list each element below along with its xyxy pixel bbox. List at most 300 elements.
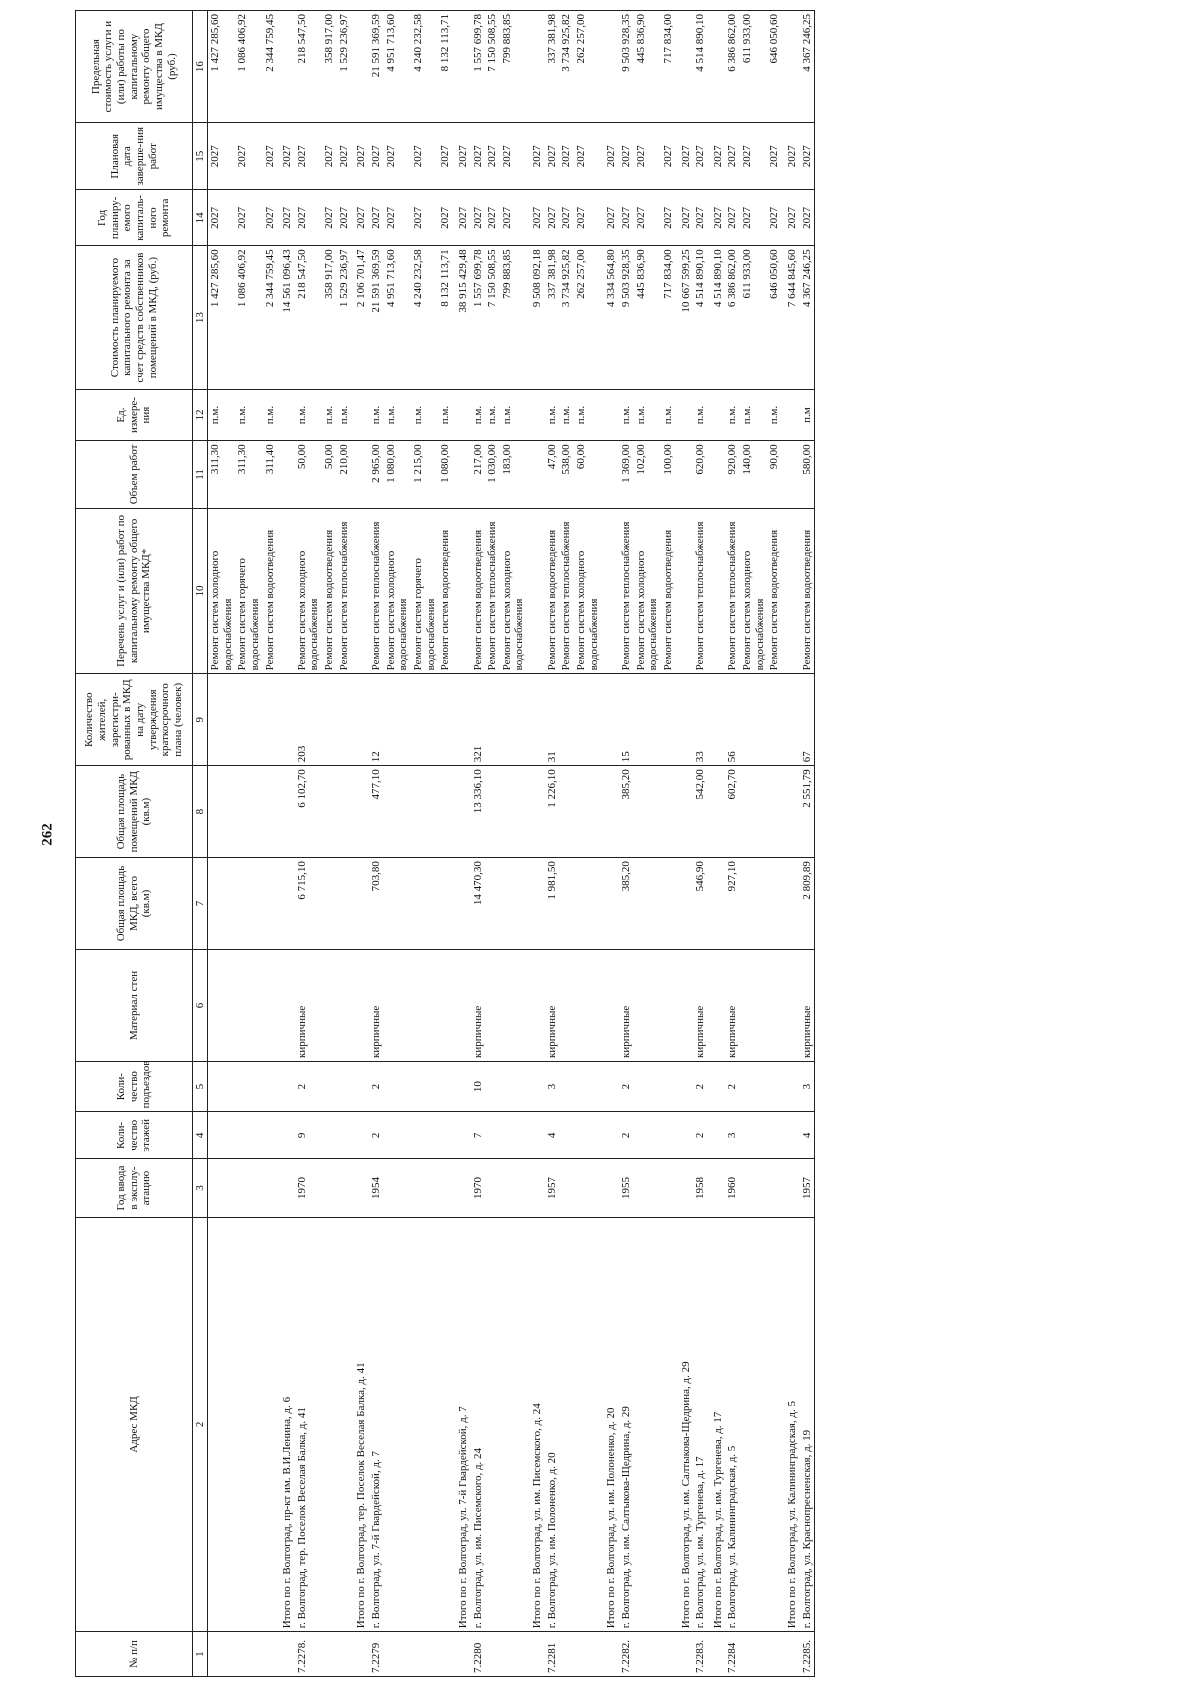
cell-col-3 bbox=[235, 1159, 262, 1217]
cell-col-11: 1 080,00 bbox=[438, 441, 453, 508]
cell-col-15: 2027 bbox=[322, 123, 337, 190]
cell-col-8 bbox=[527, 766, 545, 858]
cell-col-3 bbox=[277, 1159, 295, 1217]
cell-col-15: 2027 bbox=[485, 123, 500, 190]
cell-col-5: 3 bbox=[800, 1061, 815, 1111]
cell-col-14: 2027 bbox=[322, 190, 337, 246]
cell-col-14: 2027 bbox=[235, 190, 262, 246]
cell-col-1 bbox=[559, 1632, 574, 1677]
cell-col-16: 445 836,90 bbox=[634, 11, 661, 123]
cell-col-1 bbox=[235, 1632, 262, 1677]
cell-col-11: 1 030,00 bbox=[485, 441, 500, 508]
cell-col-6 bbox=[559, 949, 574, 1061]
table-row bbox=[574, 11, 601, 1677]
cell-col-13: 1 529 236,97 bbox=[337, 246, 352, 389]
cell-col-9 bbox=[208, 674, 236, 766]
cell-col-10: Ремонт систем теплоснабжения bbox=[369, 508, 384, 674]
cell-col-10: Ремонт систем теплоснабжения bbox=[619, 508, 634, 674]
cell-col-14: 2027 bbox=[708, 190, 726, 246]
cell-col-1: 7.2279 bbox=[369, 1632, 384, 1677]
cell-col-7 bbox=[337, 858, 352, 950]
cell-col-2 bbox=[574, 1217, 601, 1632]
cell-col-3 bbox=[740, 1159, 767, 1217]
cell-col-15: 2027 bbox=[800, 123, 815, 190]
cell-col-15: 2027 bbox=[619, 123, 634, 190]
cell-col-5 bbox=[485, 1061, 500, 1111]
table-row bbox=[235, 11, 262, 1677]
total-row bbox=[676, 11, 694, 1677]
cell-col-15: 2027 bbox=[676, 123, 694, 190]
cell-col-1: 7.2282. bbox=[619, 1632, 634, 1677]
cell-col-16: 8 132 113,71 bbox=[438, 11, 453, 123]
cell-col-13: 10 667 599,25 bbox=[676, 246, 694, 389]
cell-col-13: 611 933,00 bbox=[740, 246, 767, 389]
cell-col-2 bbox=[438, 1217, 453, 1632]
column-header-9: Количество жителей, зарегистри-рованных в МКД на дату утверждения краткосрочного плана (человек) bbox=[76, 674, 193, 766]
cell-col-11: 47,00 bbox=[545, 441, 560, 508]
cell-col-7 bbox=[277, 858, 295, 950]
cell-col-5: 2 bbox=[295, 1061, 322, 1111]
cell-col-16: 611 933,00 bbox=[740, 11, 767, 123]
cell-col-8 bbox=[263, 766, 278, 858]
table-row bbox=[337, 11, 352, 1677]
cell-col-7: 927,10 bbox=[725, 858, 740, 950]
table-body bbox=[208, 11, 815, 1677]
cell-col-3 bbox=[767, 1159, 782, 1217]
cell-col-4: 2 bbox=[619, 1112, 634, 1159]
cell-col-14: 2027 bbox=[545, 190, 560, 246]
cell-col-8 bbox=[676, 766, 694, 858]
cell-col-14: 2027 bbox=[574, 190, 601, 246]
cell-col-8 bbox=[500, 766, 527, 858]
column-header-11: Объем работ bbox=[76, 441, 193, 508]
cell-col-14: 2027 bbox=[208, 190, 236, 246]
cell-col-7 bbox=[384, 858, 411, 950]
cell-col-2: г. Волгоград, ул. им. Писемского, д. 24 bbox=[471, 1217, 486, 1632]
cell-col-6: кирпичные bbox=[693, 949, 708, 1061]
cell-col-5 bbox=[634, 1061, 661, 1111]
table-header bbox=[76, 11, 208, 1677]
table-row bbox=[559, 11, 574, 1677]
cell-col-12: п.м. bbox=[619, 389, 634, 441]
total-row bbox=[351, 11, 369, 1677]
cell-col-14: 2027 bbox=[411, 190, 438, 246]
cell-col-7 bbox=[527, 858, 545, 950]
cell-col-10: Ремонт систем холодного водоснабжения bbox=[740, 508, 767, 674]
cell-col-8: 542,00 bbox=[693, 766, 708, 858]
cell-col-10: Ремонт систем холодного водоснабжения bbox=[500, 508, 527, 674]
cell-col-11: 620,00 bbox=[693, 441, 708, 508]
cell-col-14: 2027 bbox=[277, 190, 295, 246]
column-number-11: 11 bbox=[193, 441, 208, 508]
cell-col-13: 8 132 113,71 bbox=[438, 246, 453, 389]
cell-col-4 bbox=[351, 1112, 369, 1159]
cell-col-4 bbox=[527, 1112, 545, 1159]
cell-col-7 bbox=[767, 858, 782, 950]
column-header-16: Предельная стоимость услуги и (или) работы по капитальному ремонту общего имущества в МКД (руб.) bbox=[76, 11, 193, 123]
cell-col-1 bbox=[337, 1632, 352, 1677]
cell-col-3 bbox=[322, 1159, 337, 1217]
cell-col-6 bbox=[485, 949, 500, 1061]
cell-col-15: 2027 bbox=[351, 123, 369, 190]
cell-col-2: Итого по г. Волгоград, ул. им. Писемского, д. 24 bbox=[527, 1217, 545, 1632]
cell-col-5 bbox=[235, 1061, 262, 1111]
cell-col-11: 100,00 bbox=[661, 441, 676, 508]
cell-col-1 bbox=[574, 1632, 601, 1677]
cell-col-3: 1957 bbox=[800, 1159, 815, 1217]
cell-col-3 bbox=[634, 1159, 661, 1217]
cell-col-2 bbox=[337, 1217, 352, 1632]
cell-col-2 bbox=[235, 1217, 262, 1632]
column-header-1: № п/п bbox=[76, 1632, 193, 1677]
table-row bbox=[471, 11, 486, 1677]
cell-col-4 bbox=[708, 1112, 726, 1159]
column-header-8: Общая площадь помещений МКД (кв.м) bbox=[76, 766, 193, 858]
cell-col-9 bbox=[322, 674, 337, 766]
cell-col-11 bbox=[708, 441, 726, 508]
cell-col-3 bbox=[208, 1159, 236, 1217]
cell-col-15: 2027 bbox=[782, 123, 800, 190]
cell-col-15: 2027 bbox=[295, 123, 322, 190]
table-row bbox=[485, 11, 500, 1677]
cell-col-11: 210,00 bbox=[337, 441, 352, 508]
cell-col-11 bbox=[782, 441, 800, 508]
cell-col-12: п.м. bbox=[500, 389, 527, 441]
cell-col-16 bbox=[453, 11, 471, 123]
cell-col-8 bbox=[574, 766, 601, 858]
cell-col-8 bbox=[485, 766, 500, 858]
cell-col-11: 50,00 bbox=[322, 441, 337, 508]
cell-col-14: 2027 bbox=[800, 190, 815, 246]
column-number-10: 10 bbox=[193, 508, 208, 674]
cell-col-9: 321 bbox=[471, 674, 486, 766]
cell-col-3: 1954 bbox=[369, 1159, 384, 1217]
column-header-15: Плановая дата заверше-ния работ bbox=[76, 123, 193, 190]
column-header-4: Коли-чество этажей bbox=[76, 1112, 193, 1159]
cell-col-16 bbox=[676, 11, 694, 123]
column-number-6: 6 bbox=[193, 949, 208, 1061]
table-row bbox=[263, 11, 278, 1677]
cell-col-10: Ремонт систем горячего водоснабжения bbox=[411, 508, 438, 674]
cell-col-4 bbox=[661, 1112, 676, 1159]
cell-col-5 bbox=[277, 1061, 295, 1111]
page-number: 262 bbox=[39, 823, 56, 846]
cell-col-13: 3 734 925,82 bbox=[559, 246, 574, 389]
cell-col-12: п.м bbox=[800, 389, 815, 441]
cell-col-10: Ремонт систем горячего водоснабжения bbox=[235, 508, 262, 674]
cell-col-5 bbox=[322, 1061, 337, 1111]
cell-col-9 bbox=[601, 674, 619, 766]
cell-col-9 bbox=[559, 674, 574, 766]
cell-col-12 bbox=[782, 389, 800, 441]
cell-col-3 bbox=[438, 1159, 453, 1217]
cell-col-15: 2027 bbox=[277, 123, 295, 190]
cell-col-8 bbox=[634, 766, 661, 858]
cell-col-13: 7 644 845,60 bbox=[782, 246, 800, 389]
cell-col-14: 2027 bbox=[619, 190, 634, 246]
cell-col-7: 6 715,10 bbox=[295, 858, 322, 950]
cell-col-5: 2 bbox=[693, 1061, 708, 1111]
cell-col-6 bbox=[453, 949, 471, 1061]
cell-col-1 bbox=[661, 1632, 676, 1677]
cell-col-7: 385,20 bbox=[619, 858, 634, 950]
cell-col-3: 1970 bbox=[471, 1159, 486, 1217]
cell-col-9 bbox=[438, 674, 453, 766]
cell-col-1 bbox=[411, 1632, 438, 1677]
cell-col-13: 4 240 232,58 bbox=[411, 246, 438, 389]
cell-col-1: 7.2281 bbox=[545, 1632, 560, 1677]
cell-col-9 bbox=[263, 674, 278, 766]
cell-col-5 bbox=[782, 1061, 800, 1111]
cell-col-1: 7.2278. bbox=[295, 1632, 322, 1677]
cell-col-9 bbox=[527, 674, 545, 766]
cell-col-12 bbox=[601, 389, 619, 441]
cell-col-14: 2027 bbox=[295, 190, 322, 246]
cell-col-13: 4 951 713,60 bbox=[384, 246, 411, 389]
cell-col-15: 2027 bbox=[438, 123, 453, 190]
cell-col-10: Ремонт систем холодного водоснабжения bbox=[634, 508, 661, 674]
cell-col-8 bbox=[277, 766, 295, 858]
cell-col-10 bbox=[601, 508, 619, 674]
cell-col-8 bbox=[411, 766, 438, 858]
total-row bbox=[453, 11, 471, 1677]
cell-col-11: 1 369,00 bbox=[619, 441, 634, 508]
cell-col-8: 6 102,70 bbox=[295, 766, 322, 858]
cell-col-2: Итого по г. Волгоград, ул. 7-й Гвардейской, д. 7 bbox=[453, 1217, 471, 1632]
cell-col-16: 1 427 285,60 bbox=[208, 11, 236, 123]
cell-col-14: 2027 bbox=[263, 190, 278, 246]
cell-col-9 bbox=[485, 674, 500, 766]
cell-col-11: 1 080,00 bbox=[384, 441, 411, 508]
cell-col-9 bbox=[384, 674, 411, 766]
cell-col-15: 2027 bbox=[767, 123, 782, 190]
cell-col-4: 7 bbox=[471, 1112, 486, 1159]
cell-col-9 bbox=[453, 674, 471, 766]
cell-col-10 bbox=[527, 508, 545, 674]
cell-col-2: Итого по г. Волгоград, тер. Поселок Веселая Балка, д. 41 bbox=[351, 1217, 369, 1632]
cell-col-8: 602,70 bbox=[725, 766, 740, 858]
cell-col-3 bbox=[411, 1159, 438, 1217]
cell-col-7 bbox=[322, 858, 337, 950]
cell-col-13: 262 257,00 bbox=[574, 246, 601, 389]
cell-col-13: 7 150 508,55 bbox=[485, 246, 500, 389]
cell-col-1: 7.2285. bbox=[800, 1632, 815, 1677]
cell-col-2: г. Волгоград, ул. Калининградская, д. 5 bbox=[725, 1217, 740, 1632]
cell-col-14: 2027 bbox=[337, 190, 352, 246]
cell-col-15: 2027 bbox=[411, 123, 438, 190]
cell-col-10: Ремонт систем теплоснабжения bbox=[725, 508, 740, 674]
cell-col-11: 60,00 bbox=[574, 441, 601, 508]
cell-col-11: 1 215,00 bbox=[411, 441, 438, 508]
cell-col-12: п.м. bbox=[725, 389, 740, 441]
cell-col-5: 3 bbox=[545, 1061, 560, 1111]
cell-col-10 bbox=[782, 508, 800, 674]
cell-col-7 bbox=[708, 858, 726, 950]
cell-col-3 bbox=[485, 1159, 500, 1217]
cell-col-7 bbox=[661, 858, 676, 950]
cell-col-5 bbox=[453, 1061, 471, 1111]
cell-col-12: п.м. bbox=[322, 389, 337, 441]
cell-col-13: 2 344 759,45 bbox=[263, 246, 278, 389]
cell-col-1 bbox=[485, 1632, 500, 1677]
cell-col-5 bbox=[208, 1061, 236, 1111]
cell-col-9: 67 bbox=[800, 674, 815, 766]
cell-col-12: п.м. bbox=[438, 389, 453, 441]
cell-col-1 bbox=[263, 1632, 278, 1677]
table-row bbox=[619, 11, 634, 1677]
column-number-14: 14 bbox=[193, 190, 208, 246]
cell-col-6: кирпичные bbox=[800, 949, 815, 1061]
table-row bbox=[411, 11, 438, 1677]
cell-col-8 bbox=[337, 766, 352, 858]
cell-col-8: 1 226,10 bbox=[545, 766, 560, 858]
cell-col-16 bbox=[351, 11, 369, 123]
cell-col-6 bbox=[767, 949, 782, 1061]
cell-col-9: 15 bbox=[619, 674, 634, 766]
cell-col-2: г. Волгоград, тер. Поселок Веселая Балка, д. 41 bbox=[295, 1217, 322, 1632]
cell-col-8 bbox=[559, 766, 574, 858]
cell-col-4 bbox=[322, 1112, 337, 1159]
cell-col-11 bbox=[277, 441, 295, 508]
cell-col-2 bbox=[634, 1217, 661, 1632]
cell-col-6 bbox=[634, 949, 661, 1061]
cell-col-2 bbox=[767, 1217, 782, 1632]
cell-col-5 bbox=[384, 1061, 411, 1111]
cell-col-6 bbox=[782, 949, 800, 1061]
cell-col-10: Ремонт систем холодного водоснабжения bbox=[295, 508, 322, 674]
cell-col-7 bbox=[351, 858, 369, 950]
cell-col-11: 102,00 bbox=[634, 441, 661, 508]
cell-col-13: 6 386 862,00 bbox=[725, 246, 740, 389]
cell-col-1 bbox=[782, 1632, 800, 1677]
cell-col-12: п.м. bbox=[545, 389, 560, 441]
cell-col-13: 4 514 890,10 bbox=[708, 246, 726, 389]
cell-col-15: 2027 bbox=[661, 123, 676, 190]
cell-col-15: 2027 bbox=[208, 123, 236, 190]
cell-col-12: п.м. bbox=[485, 389, 500, 441]
cell-col-2: Итого по г. Волгоград, ул. им. Тургенева, д. 17 bbox=[708, 1217, 726, 1632]
cell-col-5 bbox=[601, 1061, 619, 1111]
cell-col-11: 50,00 bbox=[295, 441, 322, 508]
cell-col-15: 2027 bbox=[601, 123, 619, 190]
cell-col-2: г. Волгоград, ул. им. Салтыкова-Щедрина, д. 29 bbox=[619, 1217, 634, 1632]
cell-col-9 bbox=[676, 674, 694, 766]
cell-col-7 bbox=[411, 858, 438, 950]
cell-col-7 bbox=[634, 858, 661, 950]
cell-col-13: 9 503 928,35 bbox=[619, 246, 634, 389]
cell-col-1: 7.2284 bbox=[725, 1632, 740, 1677]
cell-col-16: 1 557 699,78 bbox=[471, 11, 486, 123]
cell-col-9: 203 bbox=[295, 674, 322, 766]
cell-col-3 bbox=[559, 1159, 574, 1217]
cell-col-14: 2027 bbox=[471, 190, 486, 246]
cell-col-10: Ремонт систем холодного водоснабжения bbox=[384, 508, 411, 674]
cell-col-7 bbox=[740, 858, 767, 950]
cell-col-2: Итого по г. Волгоград, ул. им. Полоненко, д. 20 bbox=[601, 1217, 619, 1632]
cell-col-13: 717 834,00 bbox=[661, 246, 676, 389]
cell-col-3 bbox=[661, 1159, 676, 1217]
cell-col-3: 1958 bbox=[693, 1159, 708, 1217]
cell-col-4 bbox=[601, 1112, 619, 1159]
cell-col-4 bbox=[574, 1112, 601, 1159]
cell-col-9 bbox=[767, 674, 782, 766]
cell-col-13: 2 106 701,47 bbox=[351, 246, 369, 389]
cell-col-13: 1 557 699,78 bbox=[471, 246, 486, 389]
cell-col-9: 31 bbox=[545, 674, 560, 766]
cell-col-11: 217,00 bbox=[471, 441, 486, 508]
cell-col-10 bbox=[277, 508, 295, 674]
cell-col-2 bbox=[322, 1217, 337, 1632]
cell-col-8 bbox=[661, 766, 676, 858]
cell-col-10: Ремонт систем водоотведения bbox=[322, 508, 337, 674]
cell-col-11: 311,30 bbox=[208, 441, 236, 508]
cell-col-6 bbox=[574, 949, 601, 1061]
cell-col-6 bbox=[601, 949, 619, 1061]
cell-col-8 bbox=[208, 766, 236, 858]
cell-col-14: 2027 bbox=[369, 190, 384, 246]
cell-col-15: 2027 bbox=[545, 123, 560, 190]
cell-col-6 bbox=[322, 949, 337, 1061]
cell-col-6: кирпичные bbox=[725, 949, 740, 1061]
cell-col-13: 799 883,85 bbox=[500, 246, 527, 389]
column-number-12: 12 bbox=[193, 389, 208, 441]
cell-col-10: Ремонт систем водоотведения bbox=[545, 508, 560, 674]
cell-col-4: 2 bbox=[369, 1112, 384, 1159]
cell-col-5 bbox=[438, 1061, 453, 1111]
cell-col-4 bbox=[500, 1112, 527, 1159]
cell-col-6 bbox=[351, 949, 369, 1061]
cell-col-3 bbox=[384, 1159, 411, 1217]
total-row bbox=[708, 11, 726, 1677]
column-number-8: 8 bbox=[193, 766, 208, 858]
cell-col-16: 3 734 925,82 bbox=[559, 11, 574, 123]
cell-col-9 bbox=[351, 674, 369, 766]
cell-col-7 bbox=[453, 858, 471, 950]
cell-col-12 bbox=[676, 389, 694, 441]
column-header-13: Стоимость планируемого капитального ремонта за счет средств собственников помещений в МКД, (руб.) bbox=[76, 246, 193, 389]
total-row bbox=[601, 11, 619, 1677]
cell-col-6 bbox=[500, 949, 527, 1061]
cell-col-2 bbox=[661, 1217, 676, 1632]
cell-col-11: 580,00 bbox=[800, 441, 815, 508]
cell-col-5 bbox=[351, 1061, 369, 1111]
cell-col-4 bbox=[453, 1112, 471, 1159]
cell-col-5: 2 bbox=[369, 1061, 384, 1111]
table-row bbox=[740, 11, 767, 1677]
cell-col-9 bbox=[634, 674, 661, 766]
cell-col-3 bbox=[263, 1159, 278, 1217]
cell-col-16: 358 917,00 bbox=[322, 11, 337, 123]
cell-col-16: 218 547,50 bbox=[295, 11, 322, 123]
cell-col-10: Ремонт систем теплоснабжения bbox=[693, 508, 708, 674]
cell-col-4 bbox=[438, 1112, 453, 1159]
cell-col-1 bbox=[740, 1632, 767, 1677]
cell-col-1: 7.2280 bbox=[471, 1632, 486, 1677]
cell-col-5: 10 bbox=[471, 1061, 486, 1111]
column-header-2: Адрес МКД bbox=[76, 1217, 193, 1632]
cell-col-16: 262 257,00 bbox=[574, 11, 601, 123]
cell-col-14: 2027 bbox=[693, 190, 708, 246]
cell-col-8: 385,20 bbox=[619, 766, 634, 858]
cell-col-5 bbox=[337, 1061, 352, 1111]
cell-col-14: 2027 bbox=[782, 190, 800, 246]
cell-col-4 bbox=[767, 1112, 782, 1159]
cell-col-16: 7 150 508,55 bbox=[485, 11, 500, 123]
cell-col-6: кирпичные bbox=[295, 949, 322, 1061]
cell-col-12 bbox=[708, 389, 726, 441]
cell-col-8 bbox=[322, 766, 337, 858]
cell-col-11: 90,00 bbox=[767, 441, 782, 508]
